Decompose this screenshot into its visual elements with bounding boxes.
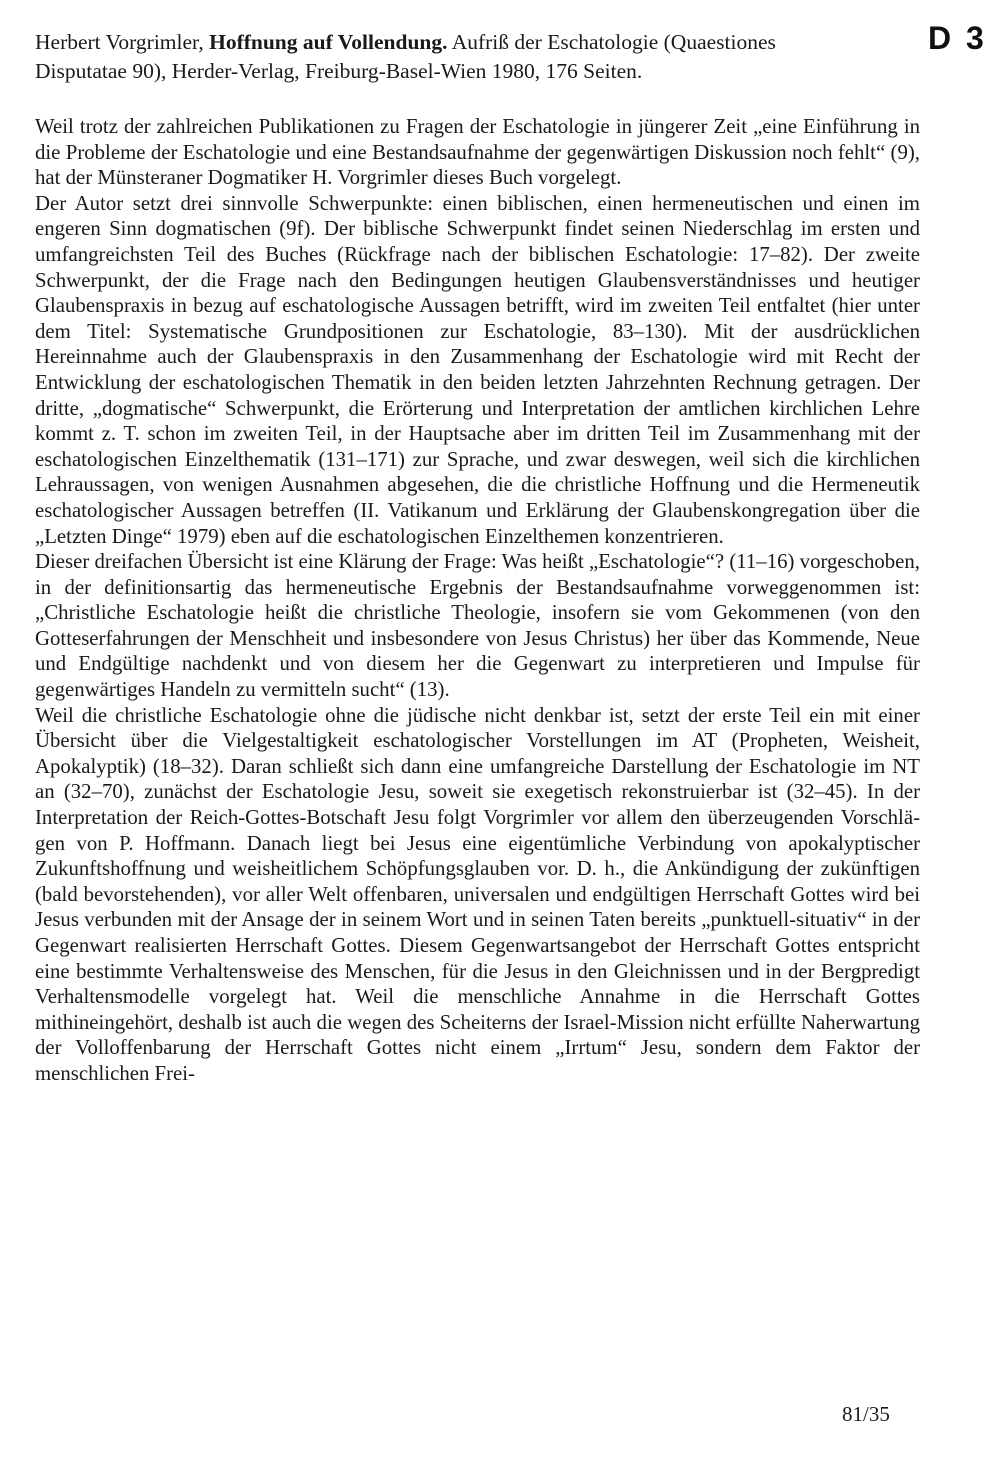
paragraph: Weil trotz der zahlreichen Publikationen zu Fragen der Eschatologie in jüngerer Zeit „eine Einführung in die Probleme der Eschatologie und eine Bestandsaufnahme der gegenwärtigen Diskussion noch fehlt“ (9), hat der Münsteraner Dogmatiker H. Vorgrimler dieses Buch vorgelegt. (35, 115, 920, 190)
header-author: Herbert Vorgrimler, (35, 30, 204, 54)
paragraph: Weil die christliche Eschatologie ohne die jüdische nicht denkbar ist, setzt der erste Teil ein mit einer Übersicht über die Vielgestaltigkeit eschatologischer Vorstellungen im AT (Propheten, Weisheit, Apokalyptik) (18–32). Daran schließt sich dann eine umfangreiche Darstellung der Eschatologie im NT an (32–70), zunächst der Eschatologie Jesu, soweit sie exegetisch rekonstruierbar ist (32–45). In der Interpretation der Reich-Gottes-Botschaft Jesu folgt Vorgrimler vor allem den überzeugenden Vorschlägen von P. Hoffmann. Danach liegt bei Jesus eine eigentümliche Verbindung von apokalyptischer Zukunftshoffnung und weisheitlichem Schöpfungsglauben vor. D. h., die Ankündigung der zukünftigen (bald bevorstehenden), vor aller Welt offenbaren, universalen und endgültigen Herrschaft Gottes wird bei Jesus verbunden mit der Ansage der in seinem Wort und in seinen Taten bereits „punktuell-situativ“ in der Gegenwart realisierten Herrschaft Gottes. Diesem Gegenwartsangebot der Herrschaft Gottes entspricht eine bestimmte Verhaltensweise des Menschen, für die Jesus in den Gleichnissen und in der Bergpredigt Verhaltensmodelle vorgelegt hat. Weil die menschliche Annahme in die Herrschaft Gottes mithineingehört, deshalb ist auch die wegen des Scheiterns der Israel-Mission nicht erfüllte Naherwartung der Volloffenbarung der Herrschaft Gottes nicht einem „Irrtum“ Jesu, sondern dem Faktor der menschlichen Frei- (35, 703, 920, 1085)
paragraph: Dieser dreifachen Übersicht ist eine Klärung der Frage: Was heißt „Eschatologie“? (11–16) vorgeschoben, in der definitionsartig das hermeneutische Ergebnis der Bestandsaufnahme vorweggenommen ist: „Christliche Eschatologie heißt die christliche Theologie, insofern sie vom Gekommenen (von den Gotteserfahrungen der Menschheit und insbesondere von Jesus Christus) her über das Kommende, Neue und Endgültige nachdenkt und von diesem her die Gegenwart zu interpretieren und Impulse für gegenwärtiges Handeln zu vermitteln sucht“ (13). (35, 550, 920, 702)
header-title: Hoffnung auf Vollendung. (209, 30, 448, 54)
review-body (35, 114, 920, 1087)
page-number: 81/35 (842, 1402, 890, 1426)
bibliographic-header (35, 28, 920, 86)
section-code: D 3 (928, 20, 987, 56)
header-publication-info-2: Disputatae 90), Herder-Verlag, Freiburg-Basel-Wien 1980, 176 Seiten. (35, 59, 643, 83)
paragraph: Der Autor setzt drei sinnvolle Schwerpunkte: einen biblischen, einen hermeneutischen und einen im engeren Sinn dogmatischen (9f). Der biblische Schwerpunkt findet seinen Niederschlag im ersten und umfangreichsten Teil des Buches (Rückfrage nach der biblischen Eschatologie: 17–82). Der zweite Schwerpunkt, der die Frage nach den Bedingungen heutigen Glaubensverständnisses und heutiger Glaubenspraxis in bezug auf eschatologische Aussagen betrifft, wird im zweiten Teil entfaltet (hier unter dem Titel: Systematische Grundpositionen zur Eschatologie, 83–130). Mit der ausdrücklichen Hereinnahme auch der Glaubenspraxis in den Zusammenhang der Eschatologie wird mit Recht der Entwicklung der eschatologischen Thematik in den beiden letzten Jahrzehnten Rechnung getragen. Der dritte, „dogmatische“ Schwerpunkt, die Erörterung und Interpretation der amtlichen kirchlichen Lehre kommt z. T. schon im zweiten Teil, in der Hauptsache aber im dritten Teil im Zusammenhang mit der eschatologischen Einzelthematik (131–171) zur Sprache, und zwar deswegen, weil sich die kirchlichen Lehraussagen, von wenigen Ausnahmen abgesehen, die die christliche Hoffnung und die Hermeneutik eschatologischer Aussagen betreffen (II. Vatikanum und Erklärung der Glaubenskongregation über die „Letzten Dinge“ 1979) eben auf die eschatologischen Einzelthemen konzentrieren. (35, 191, 920, 548)
header-publication-info: Aufriß der Eschatologie (Quaestiones (451, 30, 776, 54)
